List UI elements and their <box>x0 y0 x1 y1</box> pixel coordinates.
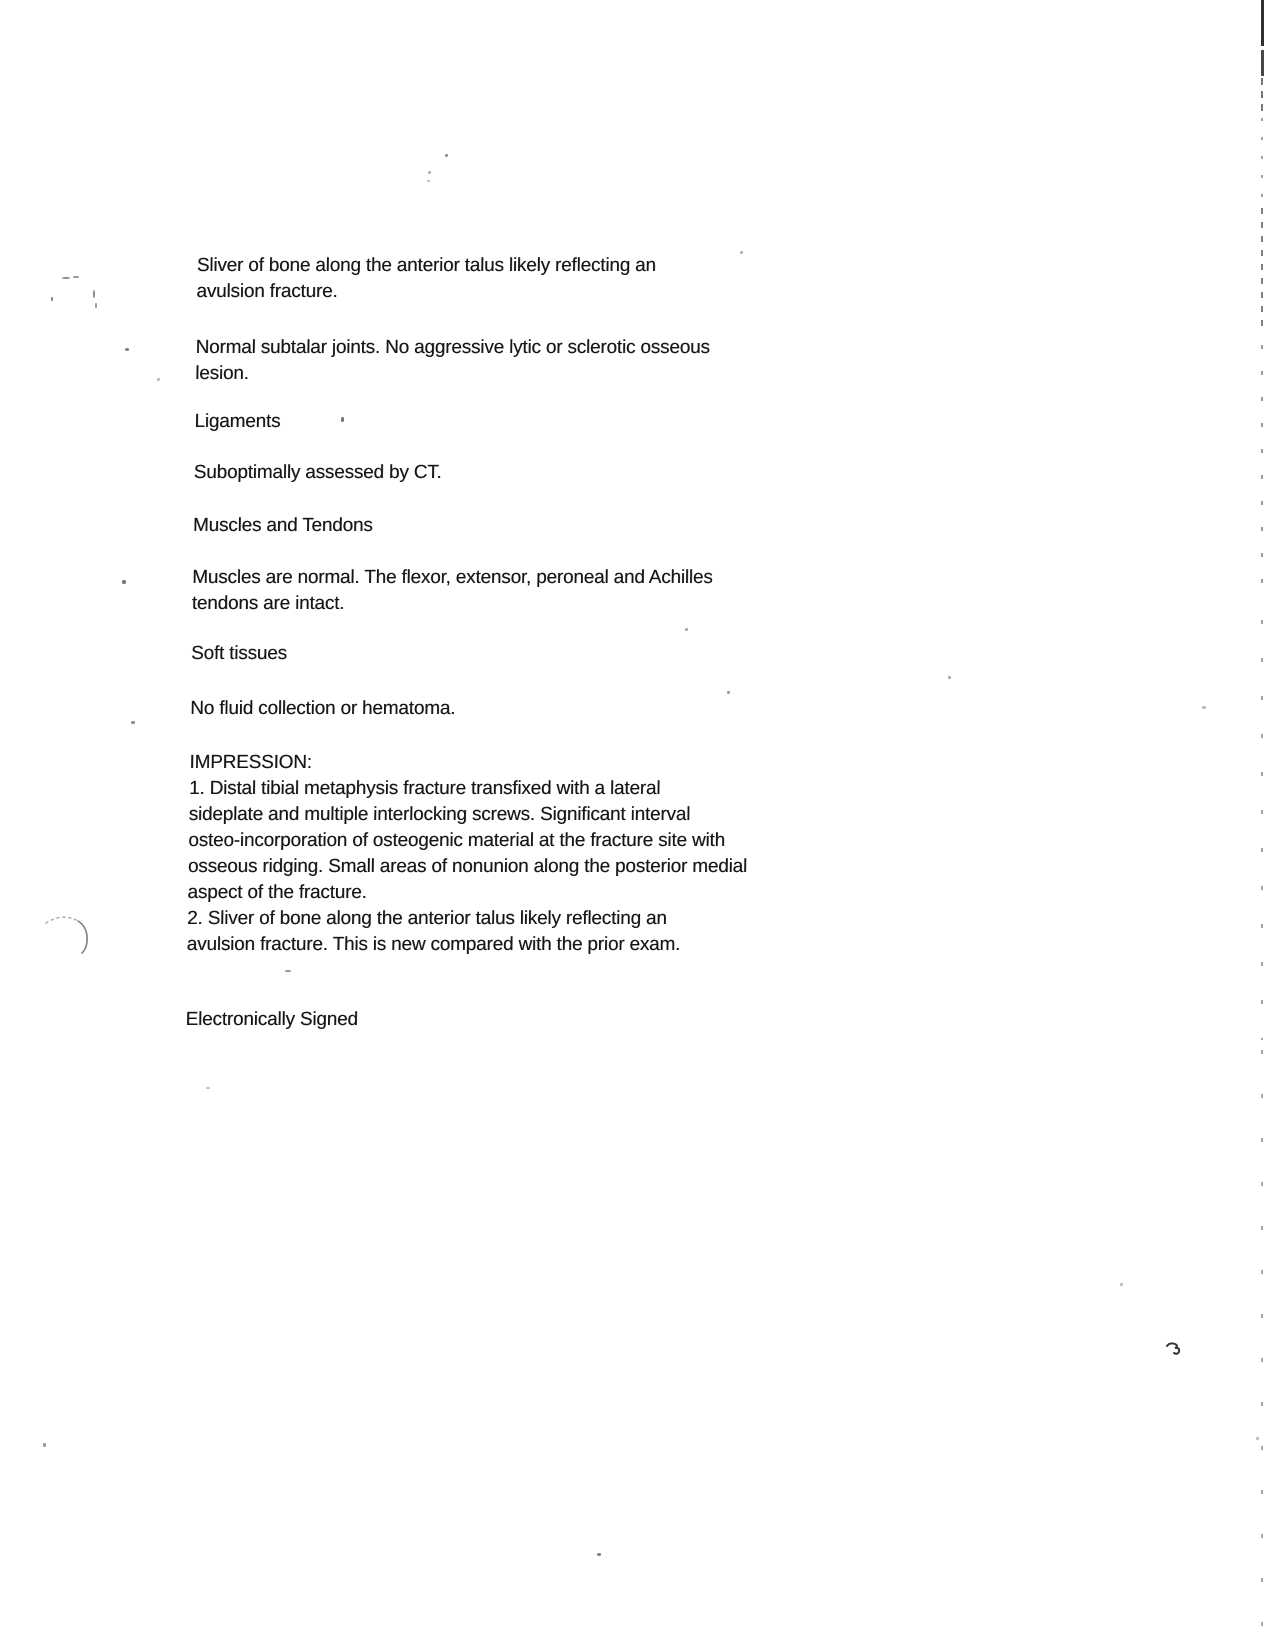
scan-speck <box>427 180 430 182</box>
report-line: 1. Distal tibial metaphysis fracture transfixed with a lateral <box>188 778 661 799</box>
scan-edge-line-segment <box>1261 78 1263 114</box>
report-paragraph-subtalar <box>195 335 836 387</box>
report-line: lesion. <box>195 363 249 384</box>
report-line: IMPRESSION: <box>189 752 312 773</box>
report-line: Sliver of bone along the anterior talus likely reflecting an <box>196 255 657 276</box>
scan-speck <box>95 303 97 308</box>
scan-speck <box>51 297 53 301</box>
report-body <box>185 253 837 1033</box>
report-line: tendons are intact. <box>191 593 345 614</box>
scan-speck <box>597 1553 601 1556</box>
report-line: Muscles and Tendons <box>192 515 373 536</box>
report-line: sideplate and multiple interlocking screws. Significant interval <box>188 804 691 825</box>
report-section-impression <box>187 750 830 958</box>
scan-speck <box>1256 1437 1259 1440</box>
report-paragraph-ligaments-body <box>194 460 834 486</box>
scan-pen-mark <box>46 917 76 923</box>
scan-speck <box>157 378 160 381</box>
report-line: 2. Sliver of bone along the anterior talus likely reflecting an <box>186 908 667 929</box>
report-line: aspect of the fracture. <box>187 882 367 903</box>
scan-pen-mark <box>1167 1343 1179 1353</box>
report-line: Normal subtalar joints. No aggressive lytic or sclerotic osseous <box>195 337 710 358</box>
scan-edge-line-segment <box>1261 208 1263 333</box>
report-heading-muscles-tendons <box>193 513 833 539</box>
scan-edge-line-segment <box>1261 50 1264 76</box>
scan-speck <box>122 580 126 584</box>
scan-edge-line-segment <box>1261 0 1264 46</box>
scan-speck <box>948 676 951 679</box>
report-heading-soft-tissues <box>191 641 831 667</box>
scan-speck <box>125 348 129 351</box>
report-line: Muscles are normal. The flexor, extensor, peroneal and Achilles <box>192 567 713 588</box>
report-line: avulsion fracture. <box>196 281 338 302</box>
scan-speck <box>73 276 79 278</box>
scan-speck <box>445 154 448 157</box>
report-line: Ligaments <box>194 411 281 432</box>
scan-speck <box>1202 706 1206 709</box>
scan-speck <box>62 277 70 279</box>
report-paragraph-finding-talus <box>196 253 837 305</box>
report-line: Electronically Signed <box>185 1009 358 1030</box>
report-line: No fluid collection or hematoma. <box>190 698 456 719</box>
report-line: Suboptimally assessed by CT. <box>193 462 442 483</box>
scan-edge-line-segment <box>1261 620 1263 1040</box>
scan-edge-line-segment <box>1261 1050 1263 1640</box>
scan-edge-line-segment <box>1261 345 1263 605</box>
scan-speck <box>43 1443 46 1447</box>
scan-edge-line-segment <box>1261 118 1263 208</box>
report-signature-line <box>185 1007 825 1033</box>
report-paragraph-soft-tissues-body <box>190 696 830 722</box>
report-line: avulsion fracture. This is new compared with the prior exam. <box>186 934 681 955</box>
report-line: Soft tissues <box>190 643 288 664</box>
scan-speck <box>93 290 95 298</box>
scan-pen-mark <box>78 921 87 953</box>
report-heading-ligaments <box>194 409 834 435</box>
scan-speck <box>1120 1283 1123 1286</box>
report-line: osteo-incorporation of osteogenic material at the fracture site with <box>188 830 726 851</box>
scan-speck <box>428 171 431 174</box>
report-line: osseous ridging. Small areas of nonunion along the posterior medial <box>187 856 748 877</box>
scan-speck <box>206 1087 210 1089</box>
scan-speck <box>131 721 135 724</box>
report-paragraph-muscles-body <box>192 565 833 617</box>
